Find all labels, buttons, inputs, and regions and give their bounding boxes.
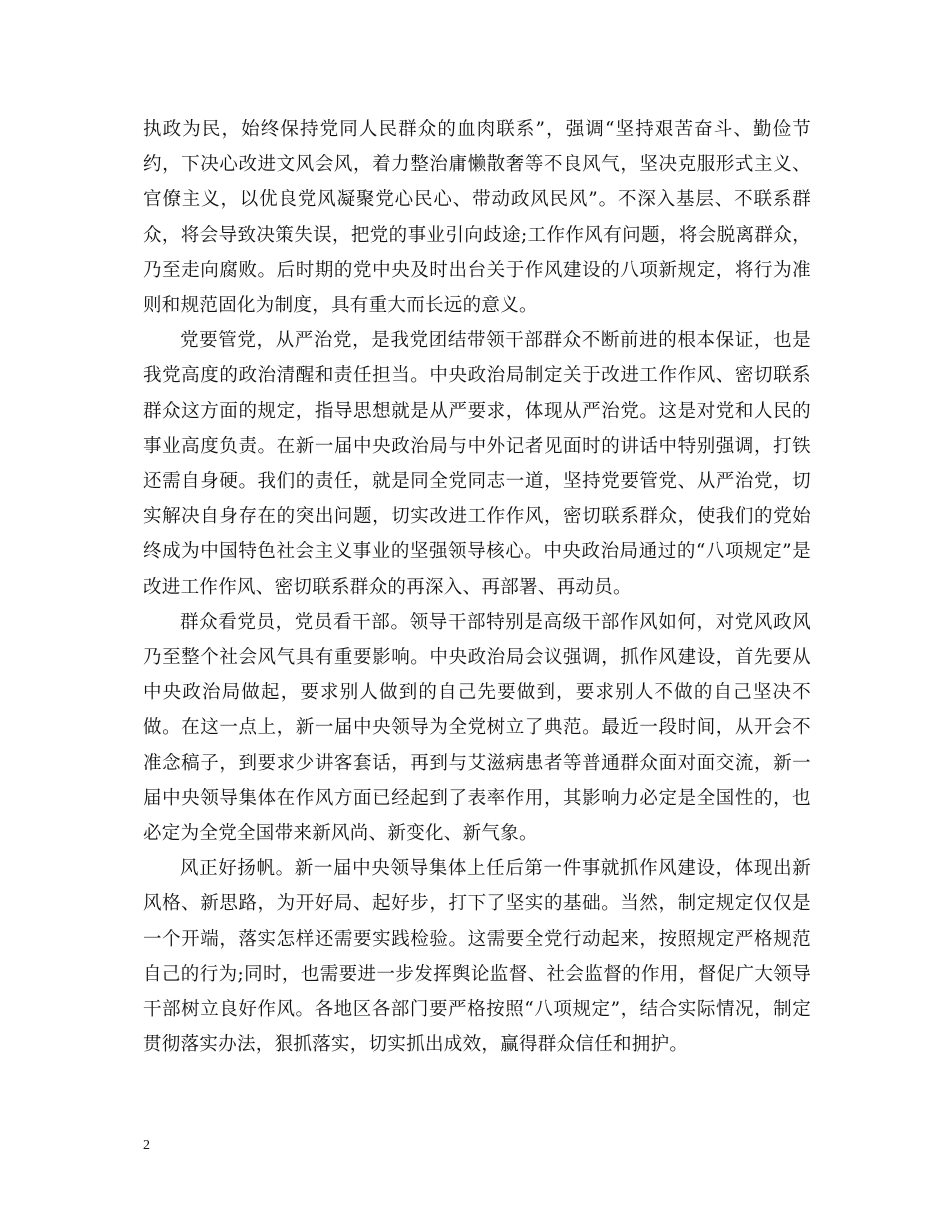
paragraph: 党要管党，从严治党，是我党团结带领干部群众不断前进的根本保证，也是我党高度的政治清醒和责任担当。中央政治局制定关于改进工作作风、密切联系群众这方面的规定，指导思想就是从严要求，体现从严治党。这是对党和人民的事业高度负责。在新一届中央政治局与中外记者见面时的讲话中特别强调，打铁还需自身硬。我们的责任，就是同全党同志一道，坚持党要管党、从严治党，切实解决自身存在的突出问题，切实改进工作作风，密切联系群众，使我们的党始终成为中国特色社会主义事业的坚强领导核心。中央政治局通过的“八项规定”是改进工作作风、密切联系群众的再深入、再部署、再动员。 bbox=[143, 330, 811, 598]
document-body bbox=[143, 112, 811, 1062]
page-number: 2 bbox=[143, 1138, 150, 1153]
paragraph-continued: 执政为民，始终保持党同人民群众的血肉联系”，强调“坚持艰苦奋斗、勤俭节约，下决心改进文风会风，着力整治庸懒散奢等不良风气，坚决克服形式主义、官僚主义，以优良党风凝聚党心民心、带动政风民风”。不深入基层、不联系群众，将会导致决策失误，把党的事业引向歧途;工作作风有问题，将会脱离群众，乃至走向腐败。后时期的党中央及时出台关于作风建设的八项新规定，将行为准则和规范固化为制度，具有重大而长远的意义。 bbox=[143, 119, 811, 317]
paragraph: 群众看党员，党员看干部。领导干部特别是高级干部作风如何，对党风政风乃至整个社会风气具有重要影响。中央政治局会议强调，抓作风建设，首先要从中央政治局做起，要求别人做到的自己先要做到，要求别人不做的自己坚决不做。在这一点上，新一届中央领导为全党树立了典范。最近一段时间，从开会不准念稿子，到要求少讲客套话，再到与艾滋病患者等普通群众面对面交流，新一届中央领导集体在作风方面已经起到了表率作用，其影响力必定是全国性的，也必定为全党全国带来新风尚、新变化、新气象。 bbox=[143, 611, 811, 845]
paragraph: 风正好扬帆。新一届中央领导集体上任后第一件事就抓作风建设，体现出新风格、新思路，为开好局、起好步，打下了坚实的基础。当然，制定规定仅仅是一个开端，落实怎样还需要实践检验。这需要全党行动起来，按照规定严格规范自己的行为;同时，也需要进一步发挥舆论监督、社会监督的作用，督促广大领导干部树立良好作风。各地区各部门要严格按照“八项规定”，结合实际情况，制定贯彻落实办法，狠抓落实，切实抓出成效，赢得群众信任和拥护。 bbox=[143, 858, 811, 1056]
